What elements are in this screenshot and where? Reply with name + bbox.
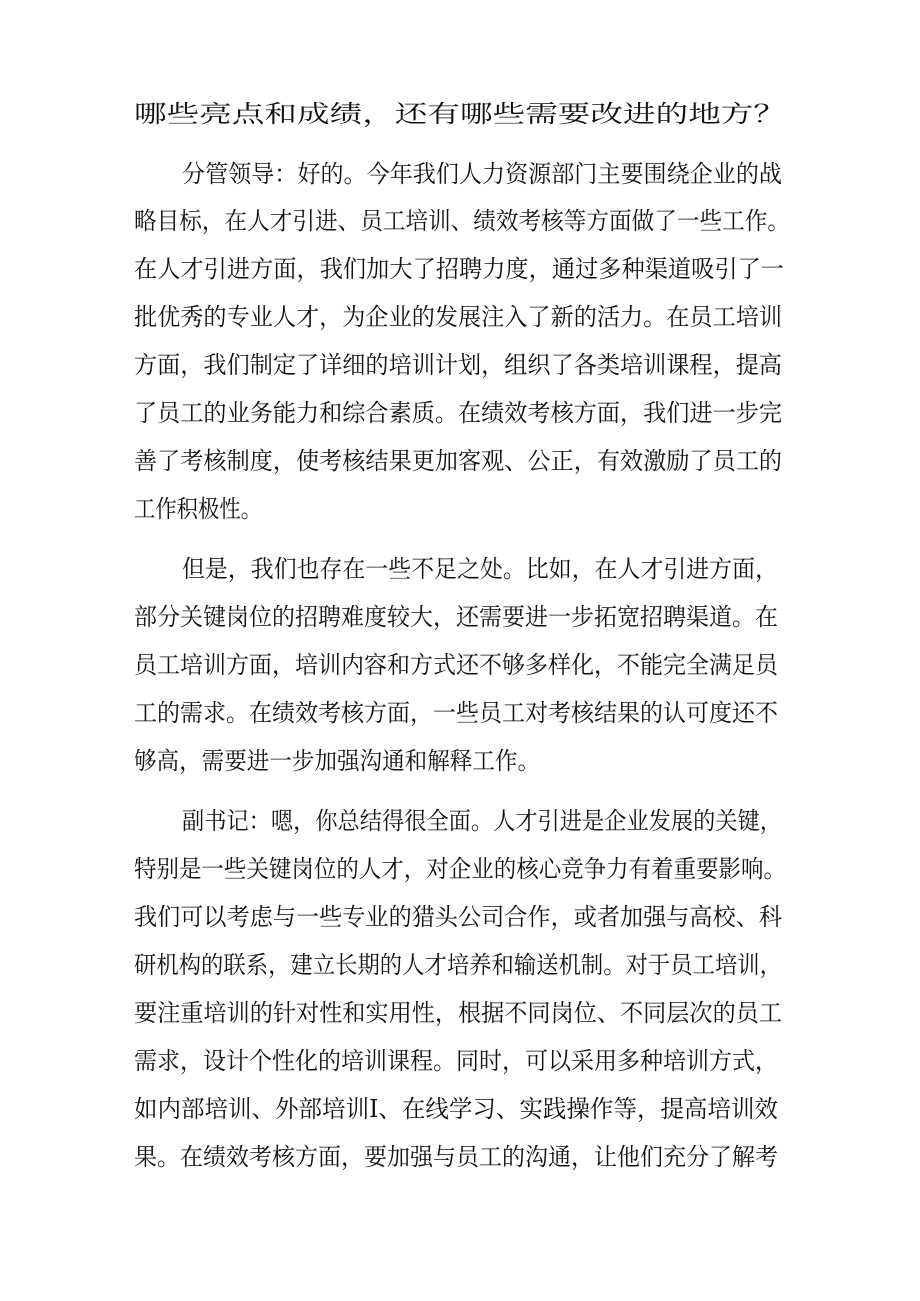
text-line [0, 297, 920, 337]
text-line-content: 但是，我们也存在一些不足之处。比如，在人才引进方面， [182, 555, 778, 583]
text-line-content: 要注重培训的针对性和实用性，根据不同岗位、不同层次的员工 [134, 999, 782, 1027]
text-line-content: 需求，设计个性化的培训课程。同时，可以采用多种培训方式， [134, 1047, 778, 1075]
text-line [0, 393, 920, 433]
text-line [0, 201, 920, 241]
text-line-content: 果。在绩效考核方面，要加强与员工的沟通，让他们充分了解考 [134, 1143, 778, 1171]
text-line-content: 批优秀的专业人才，为企业的发展注入了新的活力。在员工培训 [134, 303, 782, 331]
text-line-content: 哪些亮点和成绩，还有哪些需要改进的地方？ [134, 100, 786, 128]
text-line [0, 993, 920, 1033]
text-line [0, 801, 920, 841]
text-line-content: 研机构的联系，建立长期的人才培养和输送机制。对于员工培训， [134, 951, 782, 979]
text-line-content: 我们可以考虑与一些专业的猎头公司合作，或者加强与高校、科 [134, 903, 782, 931]
text-line [0, 549, 920, 589]
text-line-content: 副书记：嗯，你总结得很全面。人才引进是企业发展的关键， [182, 807, 782, 835]
text-line-content: 了员工的业务能力和综合素质。在绩效考核方面，我们进一步完 [134, 399, 782, 427]
text-line [0, 1041, 920, 1081]
text-line-content: 特别是一些关键岗位的人才，对企业的核心竞争力有着重要影响。 [134, 855, 786, 883]
text-line-content: 部分关键岗位的招聘难度较大，还需要进一步拓宽招聘渠道。在 [134, 603, 778, 631]
text-line [0, 597, 920, 637]
text-line [0, 849, 920, 889]
text-line-content: 员工培训方面，培训内容和方式还不够多样化，不能完全满足员 [134, 651, 778, 679]
text-line [0, 741, 920, 781]
text-line [0, 94, 920, 134]
text-line-content: 方面，我们制定了详细的培训计划，组织了各类培训课程，提高 [134, 351, 782, 379]
text-line-content: 工作积极性。 [134, 495, 262, 523]
text-line-content: 分管领导：好的。今年我们人力资源部门主要围绕企业的战 [182, 160, 782, 188]
text-line-content: 在人才引进方面，我们加大了招聘力度，通过多种渠道吸引了一 [134, 255, 784, 283]
text-line [0, 249, 920, 289]
text-line-content: 够高，需要进一步加强沟通和解释工作。 [134, 747, 540, 775]
text-line [0, 154, 920, 194]
text-line-content: 略目标，在人才引进、员工培训、绩效考核等方面做了一些工作。 [134, 207, 790, 235]
text-line-content: 工的需求。在绩效考核方面，一些员工对考核结果的认可度还不 [134, 699, 778, 727]
text-line [0, 897, 920, 937]
text-line [0, 645, 920, 685]
text-line [0, 1137, 920, 1177]
text-line [0, 345, 920, 385]
text-line [0, 441, 920, 481]
text-line [0, 945, 920, 985]
text-line [0, 1089, 920, 1129]
text-line-content: 善了考核制度，使考核结果更加客观、公正，有效激励了员工的 [134, 447, 782, 475]
text-line-content: 如内部培训、外部培训I、在线学习、实践操作等，提高培训效 [134, 1095, 778, 1123]
text-line [0, 693, 920, 733]
text-line [0, 489, 920, 529]
